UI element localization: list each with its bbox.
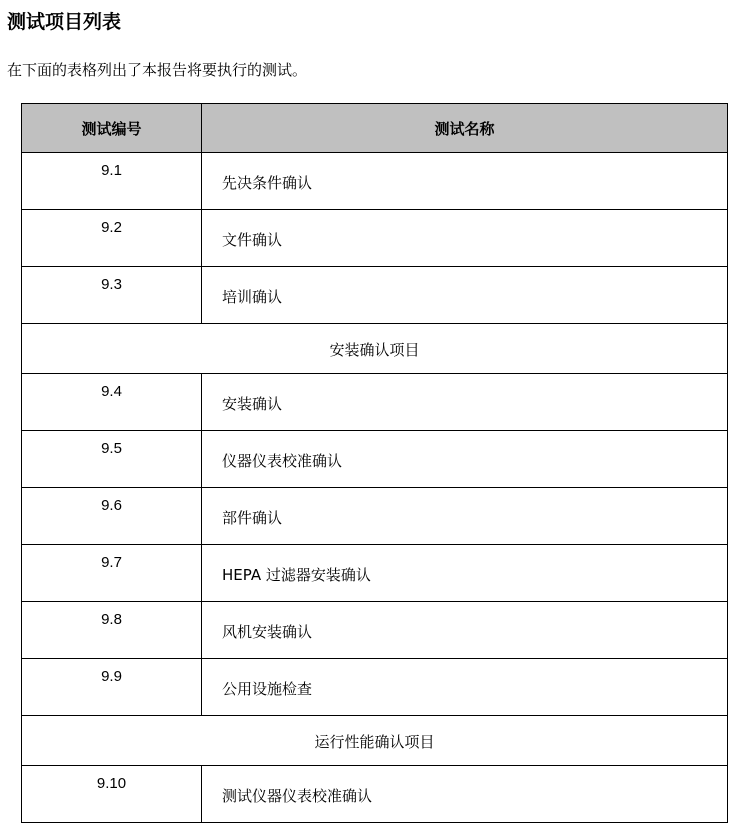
- test-number-cell: 9.8: [22, 602, 202, 659]
- table-row: [22, 766, 728, 823]
- test-name-cell: 培训确认: [202, 267, 728, 324]
- test-number-cell: 9.1: [22, 153, 202, 210]
- test-number-cell: 9.2: [22, 210, 202, 267]
- test-name-cell: 部件确认: [202, 488, 728, 545]
- test-name-cell: HEPA 过滤器安装确认: [202, 545, 728, 602]
- table-row: [22, 602, 728, 659]
- table-header-row: [22, 104, 728, 153]
- table-row: [22, 210, 728, 267]
- table-row: [22, 153, 728, 210]
- test-number-cell: 9.6: [22, 488, 202, 545]
- test-number-cell: 9.9: [22, 659, 202, 716]
- section-title-cell: 运行性能确认项目: [22, 716, 728, 766]
- test-number-cell: 9.5: [22, 431, 202, 488]
- header-test-number: 测试编号: [22, 104, 202, 153]
- test-name-cell: 公用设施检查: [202, 659, 728, 716]
- table-row: [22, 488, 728, 545]
- test-number-cell: 9.7: [22, 545, 202, 602]
- section-title-cell: 安装确认项目: [22, 324, 728, 374]
- test-number-cell: 9.3: [22, 267, 202, 324]
- test-name-cell: 风机安装确认: [202, 602, 728, 659]
- test-name-cell: 安装确认: [202, 374, 728, 431]
- table-row: [22, 431, 728, 488]
- test-number-cell: 9.4: [22, 374, 202, 431]
- test-name-cell: 测试仪器仪表校准确认: [202, 766, 728, 823]
- table-row: [22, 659, 728, 716]
- header-test-name: 测试名称: [202, 104, 728, 153]
- page-title: 测试项目列表: [7, 11, 122, 33]
- test-name-cell: 仪器仪表校准确认: [202, 431, 728, 488]
- table-row: [22, 267, 728, 324]
- test-name-cell: 先决条件确认: [202, 153, 728, 210]
- test-name-cell: 文件确认: [202, 210, 728, 267]
- test-items-table: [21, 103, 728, 823]
- intro-paragraph: 在下面的表格列出了本报告将要执行的测试。: [7, 61, 308, 79]
- table-row: [22, 545, 728, 602]
- section-row-installation: [22, 324, 728, 374]
- test-number-cell: 9.10: [22, 766, 202, 823]
- table-row: [22, 374, 728, 431]
- section-row-operation: [22, 716, 728, 766]
